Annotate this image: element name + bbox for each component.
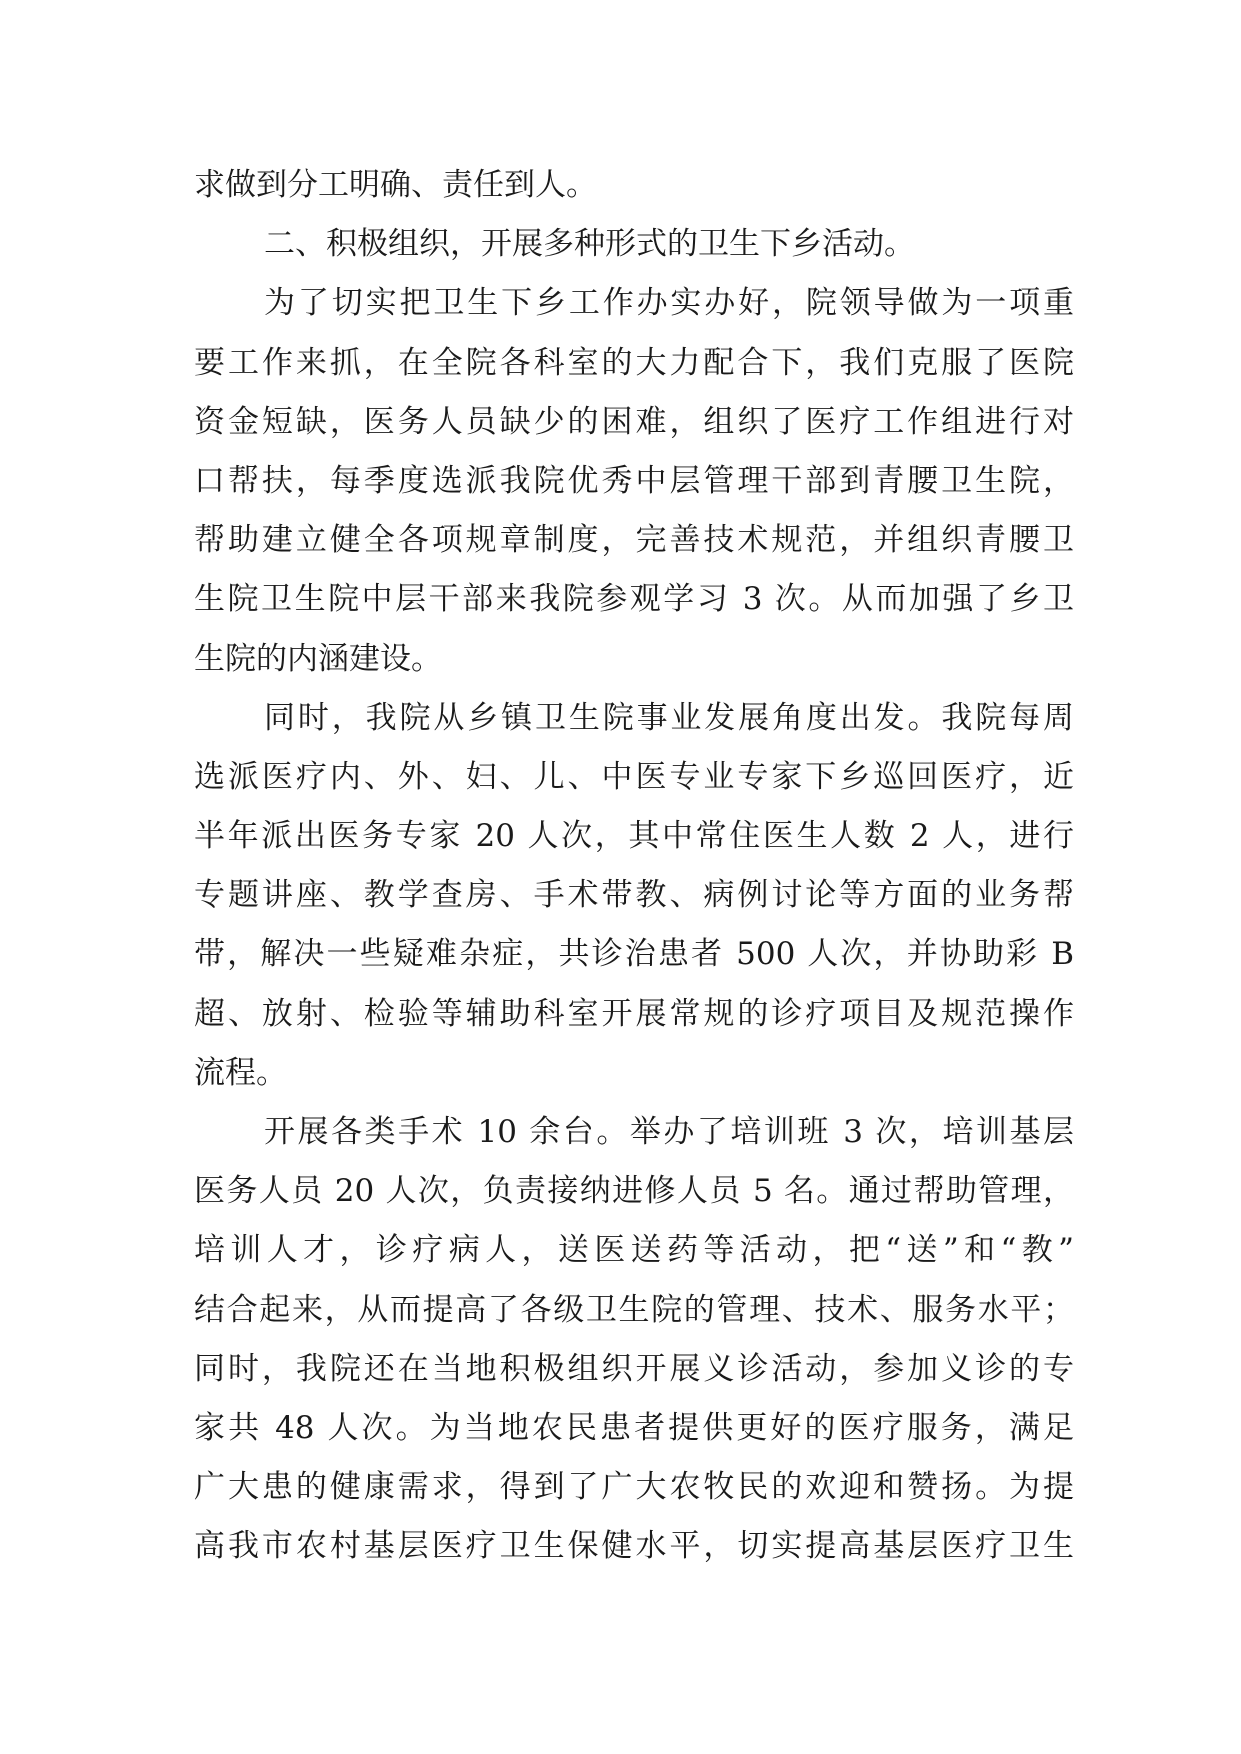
text-line: 医务人员 20 人次，负责接纳进修人员 5 名。通过帮助管理， [194,1173,1074,1210]
text-line: 帮助建立健全各项规章制度，完善技术规范，并组织青腰卫 [194,522,1074,559]
text-line: 同时，我院从乡镇卫生院事业发展角度出发。我院每周 [264,699,1074,736]
text-line: 家共 48 人次。为当地农民患者提供更好的医疗服务，满足 [194,1409,1074,1446]
text-line: 超、放射、检验等辅助科室开展常规的诊疗项目及规范操作 [194,995,1074,1032]
text-line: 专题讲座、教学查房、手术带教、病例讨论等方面的业务帮 [194,877,1074,914]
text-line: 流程。 [194,1054,287,1091]
text-line: 生院的内涵建设。 [194,640,442,677]
text-line: 培训人才，诊疗病人，送医送药等活动，把“送”和“教” [194,1232,1074,1269]
text-line: 高我市农村基层医疗卫生保健水平，切实提高基层医疗卫生 [194,1528,1074,1565]
text-line: 选派医疗内、外、妇、儿、中医专业专家下乡巡回医疗，近 [194,758,1074,795]
text-line: 广大患的健康需求，得到了广大农牧民的欢迎和赞扬。为提 [194,1469,1074,1506]
body-text [194,156,1074,1577]
text-line: 为了切实把卫生下乡工作办实办好，院领导做为一项重 [264,285,1074,322]
text-line: 求做到分工明确、责任到人。 [194,167,597,203]
text-line: 开展各类手术 10 余台。举办了培训班 3 次，培训基层 [264,1114,1074,1150]
text-line: 口帮扶，每季度选派我院优秀中层管理干部到青腰卫生院， [194,462,1074,499]
text-line: 资金短缺，医务人员缺少的困难，组织了医疗工作组进行对 [194,403,1074,440]
text-line: 半年派出医务专家 20 人次，其中常住医生人数 2 人，进行 [194,818,1074,855]
text-line: 生院卫生院中层干部来我院参观学习 3 次。从而加强了乡卫 [194,581,1074,618]
section-heading: 二、积极组织，开展多种形式的卫生下乡活动。 [264,226,915,263]
text-line: 要工作来抓，在全院各科室的大力配合下，我们克服了医院 [194,344,1074,381]
text-line: 同时，我院还在当地积极组织开展义诊活动，参加义诊的专 [194,1350,1074,1387]
text-line: 带，解决一些疑难杂症，共诊治患者 500 人次，并协助彩 B [194,936,1074,973]
text-line: 结合起来，从而提高了各级卫生院的管理、技术、服务水平； [194,1291,1074,1328]
